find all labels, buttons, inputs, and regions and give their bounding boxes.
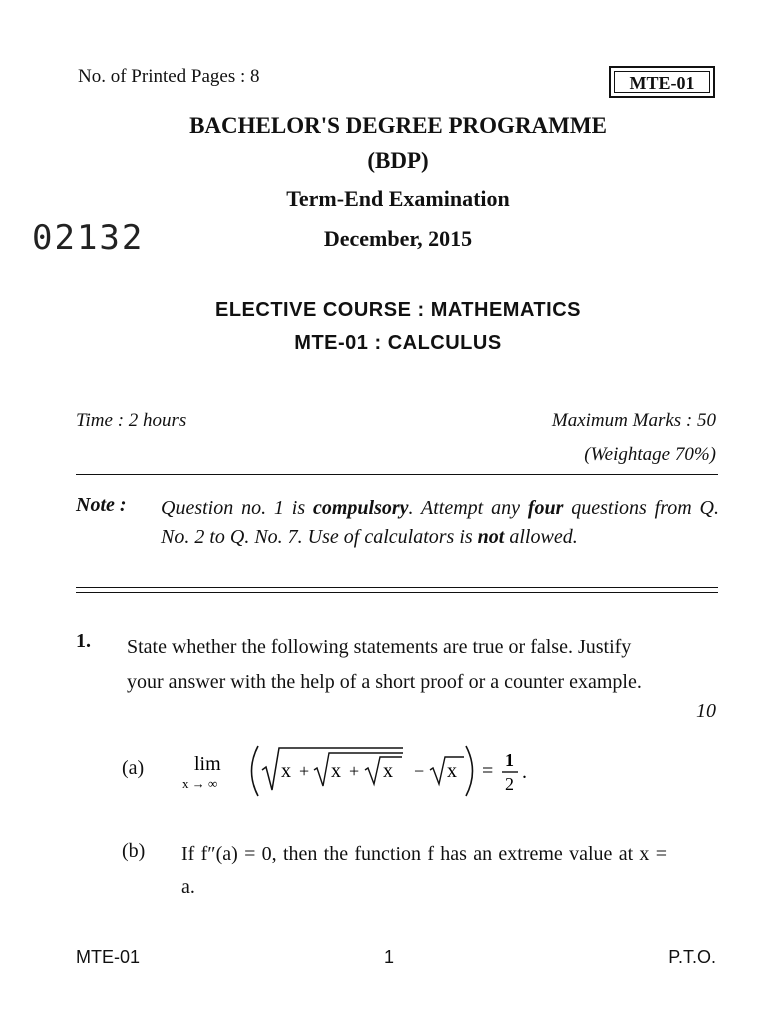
part-b-label: (b) (122, 840, 146, 862)
note-text-part: questions from Q. No. 2 to Q. No. 7. Use of calculators is (161, 497, 719, 548)
maximum-marks: Maximum Marks : 50 (551, 410, 716, 431)
printed-pages-count: No. of Printed Pages : 8 (78, 66, 260, 87)
note-text-part: Question no. 1 is (161, 497, 313, 519)
note-text (161, 494, 719, 552)
question-number: 1. (76, 630, 91, 652)
divider-double-upper (76, 587, 718, 588)
footer-page-number: 1 (384, 947, 395, 967)
footer-pto: P.T.O. (668, 947, 716, 967)
exam-title: Term-End Examination (286, 186, 510, 211)
exam-time: Time : 2 hours (76, 410, 187, 431)
lim-text: lim (194, 753, 221, 775)
paper-code-box (609, 66, 715, 98)
note-text-part: . Attempt any (408, 497, 528, 519)
divider-double-lower (76, 592, 718, 593)
fraction-denominator: 2 (505, 774, 514, 794)
plus-sign: + (299, 761, 310, 781)
programme-title: BACHELOR'S DEGREE PROGRAMME (189, 113, 607, 138)
note-emphasis-not: not (477, 526, 505, 548)
left-paren (252, 746, 259, 796)
limit-formula (178, 738, 548, 802)
var-x: x (447, 760, 457, 782)
var-x: x (331, 760, 341, 782)
part-b-text: If f″(a) = 0, then the function f has an extreme value at x = a. (181, 843, 667, 898)
plus-sign: + (349, 761, 360, 781)
subject-title: MTE-01 : CALCULUS (294, 332, 502, 354)
equals-sign: = (482, 760, 494, 782)
right-paren (466, 746, 473, 796)
footer-paper-code: MTE-01 (76, 947, 141, 967)
course-title: ELECTIVE COURSE : MATHEMATICS (215, 299, 581, 321)
var-x: x (281, 760, 291, 782)
fraction-numerator: 1 (505, 750, 514, 770)
note-emphasis-four: four (527, 497, 564, 519)
exam-date: December, 2015 (323, 226, 473, 251)
question-marks: 10 (696, 700, 716, 722)
period: . (522, 761, 527, 783)
serial-number: 02132 (32, 218, 145, 258)
var-x: x (383, 760, 393, 782)
lim-subscript: x → ∞ (182, 776, 218, 791)
programme-abbreviation: (BDP) (367, 148, 429, 173)
part-a-label: (a) (122, 757, 145, 779)
paper-code: MTE-01 (629, 73, 695, 93)
divider-top (76, 474, 718, 475)
minus-sign: − (414, 761, 425, 781)
weightage: (Weightage 70%) (584, 444, 716, 465)
note-label: Note : (76, 494, 127, 516)
note-text-part: allowed. (504, 526, 578, 548)
question-text: State whether the following statements are true or false. Justify your answer with the help of a short proof or a counter example. (127, 636, 642, 693)
note-emphasis-compulsory: compulsory (312, 497, 409, 519)
